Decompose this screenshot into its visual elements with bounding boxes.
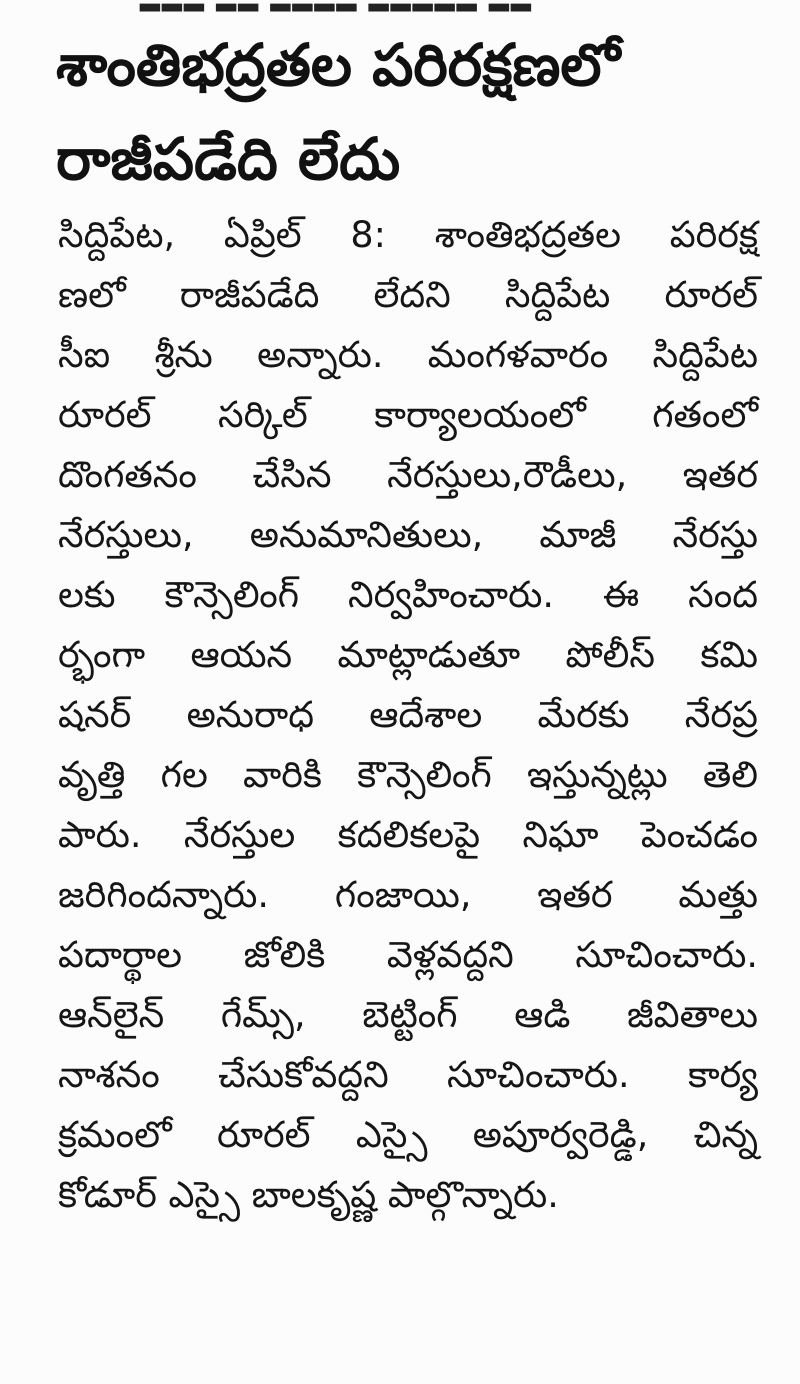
body-line: ఆన్‌లైన్ గేమ్స్, బెట్టింగ్ ఆడి జీవితాలు bbox=[58, 993, 758, 1036]
body-line: రూరల్ సర్కిల్ కార్యాలయంలో గతంలో bbox=[58, 393, 758, 436]
body-line: సిద్దిపేట, ఏప్రిల్ 8: శాంతిభద్రతల పరిరక్ష bbox=[58, 213, 758, 256]
body-line: దొంగతనం చేసిన నేరస్తులు,రౌడీలు, ఇతర bbox=[58, 453, 758, 496]
body-line: క్రమంలో రూరల్ ఎస్సై అపూర్వరెడ్డి, చిన్న bbox=[58, 1113, 758, 1156]
body-line: వృత్తి గల వారికి కౌన్సెలింగ్ ఇస్తున్నట్లు తెలి bbox=[58, 753, 758, 796]
body-line: పదార్థాల జోలికి వెళ్లవద్దని సూచించారు. bbox=[58, 933, 758, 976]
body-line: షనర్ అనురాధ ఆదేశాల మేరకు నేరప్ర bbox=[58, 693, 758, 736]
body-line: ణలో రాజీపడేది లేదని సిద్దిపేట రూరల్ bbox=[58, 273, 758, 316]
body-line: నాశనం చేసుకోవద్దని సూచించారు. కార్య bbox=[58, 1053, 758, 1096]
body-line: నేరస్తులు, అనుమానితులు, మాజీ నేరస్తు bbox=[58, 513, 758, 556]
body-line: జరిగిందన్నారు. గంజాయి, ఇతర మత్తు bbox=[58, 873, 758, 916]
body-line: పారు. నేరస్తుల కదలికలపై నిఘా పెంచడం bbox=[58, 813, 758, 856]
cropped-previous-text bbox=[0, 0, 800, 12]
body-line: లకు కౌన్సెలింగ్ నిర్వహించారు. ఈ సంద bbox=[58, 573, 758, 616]
article-headline bbox=[56, 18, 776, 206]
body-line: కోడూర్ ఎస్సై బాలకృష్ణ పాల్గొన్నారు. bbox=[58, 1173, 559, 1216]
headline-line: శాంతిభద్రతల పరిరక్షణలో bbox=[56, 31, 621, 99]
article-body bbox=[58, 205, 758, 1225]
body-line: ర్భంగా ఆయన మాట్లాడుతూ పోలీస్ కమి bbox=[58, 633, 758, 676]
body-line: సీఐ శ్రీను అన్నారు. మంగళవారం సిద్దిపేట bbox=[58, 333, 758, 376]
headline-line: రాజీపడేది లేదు bbox=[56, 125, 401, 193]
